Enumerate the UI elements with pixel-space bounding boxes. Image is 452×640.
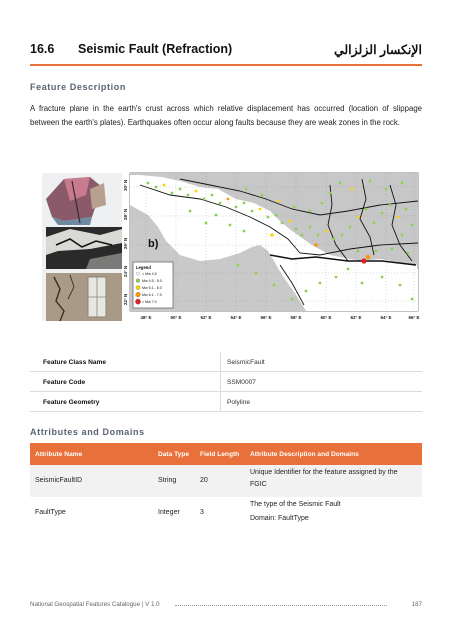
column-header: Attribute Name	[35, 451, 83, 458]
lat-label: 24° N	[123, 265, 128, 277]
header-rule	[30, 64, 422, 66]
legend-swatch	[136, 292, 141, 297]
attribute-description: Unique Identifier for the feature assigned by the	[250, 469, 398, 476]
footer-title: National Geospatial Features Catalogue | V 1.0	[30, 601, 160, 608]
feature-info-row	[30, 372, 422, 392]
lat-label: 30° N	[123, 179, 128, 191]
legend-swatch	[136, 286, 140, 290]
attribute-type: Integer	[158, 509, 180, 516]
section-header	[30, 42, 422, 58]
feature-info-key: Feature Geometry	[43, 399, 100, 406]
lat-label: 22° N	[123, 293, 128, 305]
lon-label: 54° E	[230, 315, 242, 320]
attribute-description: The type of the Seismic Fault	[250, 501, 341, 508]
map-legend	[133, 262, 173, 308]
section-number: 16.6	[30, 42, 55, 56]
legend-label: Mw 6.1 - 7.0	[142, 293, 162, 297]
lon-label: 58° E	[290, 315, 302, 320]
legend-swatch	[136, 272, 139, 275]
feature-description-heading: Feature Description	[30, 82, 126, 92]
lon-label: 50° E	[170, 315, 182, 320]
attribute-length: 20	[200, 477, 208, 484]
column-divider	[220, 352, 221, 371]
lat-label: 28° N	[123, 208, 128, 220]
feature-description-text: A fracture plane in the earth's crust across which relative displacement has occurred (location of slippage between the earth's plates). Earthquakes often occur along faults because they are weak zones in the rock.	[30, 104, 422, 127]
feature-info-value: SSM0007	[227, 379, 256, 386]
lon-label: 66° E	[408, 315, 420, 320]
column-header: Field Length	[200, 451, 240, 458]
lon-label: 52° E	[200, 315, 212, 320]
lon-label: 62° E	[350, 315, 362, 320]
legend-label: Mw 5.1 - 6.0	[142, 286, 162, 290]
legend-swatch	[135, 299, 140, 304]
attribute-name: SeismicFaultID	[35, 477, 83, 484]
lon-label: 56° E	[260, 315, 272, 320]
feature-info-key: Feature Class Name	[43, 359, 107, 366]
attribute-description: FGIC	[250, 481, 267, 488]
column-divider	[220, 372, 221, 391]
column-divider	[220, 392, 221, 411]
footer-dots	[175, 605, 387, 606]
attributes-heading: Attributes and Domains	[30, 427, 145, 437]
lon-label: 48° E	[140, 315, 152, 320]
photo-panel	[42, 173, 122, 321]
lon-label: 64° E	[380, 315, 392, 320]
page-footer	[30, 601, 422, 611]
table-row	[30, 465, 422, 497]
attributes-table-header	[30, 443, 422, 465]
lat-label: 26° N	[123, 237, 128, 249]
section-title-arabic: الإنكسار الزلزالي	[333, 43, 422, 57]
legend-label: > Mw 7.0	[142, 300, 157, 304]
figure	[30, 165, 422, 331]
feature-info-key: Feature Code	[43, 379, 86, 386]
column-header: Data Type	[158, 451, 190, 458]
panel-label: b)	[148, 238, 159, 250]
table-row	[30, 497, 422, 529]
fault-photo-wall	[46, 273, 122, 321]
feature-info-row	[30, 352, 422, 372]
legend-title: Legend	[136, 265, 151, 270]
section-title: Seismic Fault (Refraction)	[78, 42, 233, 56]
legend-swatch	[136, 279, 140, 283]
page-number: 187	[411, 601, 422, 608]
fault-photo-road	[46, 227, 122, 269]
attribute-type: String	[158, 477, 177, 484]
legend-label: Mw 4.5 - 5.0	[142, 279, 162, 283]
feature-info-value: SeismicFault	[227, 359, 265, 366]
feature-info-row	[30, 392, 422, 412]
lon-label: 60° E	[320, 315, 332, 320]
column-header: Attribute Description and Domains	[250, 451, 359, 458]
seismic-map	[123, 173, 420, 320]
attribute-name: FaultType	[35, 509, 66, 516]
legend-label: < Mw 4.5	[142, 272, 157, 276]
figure-svg	[30, 165, 422, 331]
attribute-length: 3	[200, 509, 204, 516]
attribute-description: Domain: FaultType	[250, 515, 309, 522]
feature-info-value: Polyline	[227, 399, 251, 406]
